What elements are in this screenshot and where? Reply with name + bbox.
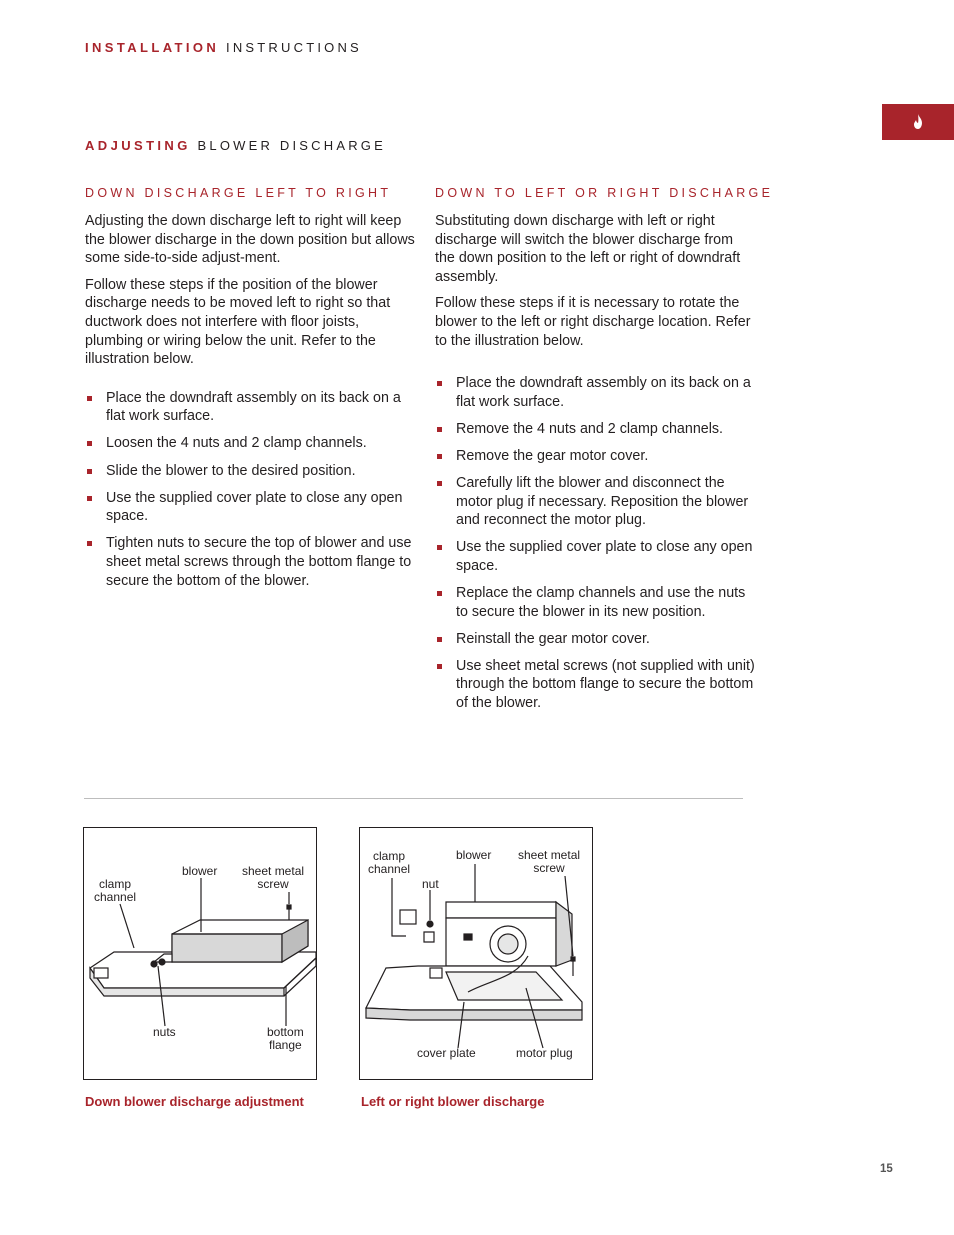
step-text: Use sheet metal screws (not supplied with unit) through the bottom flange to secure the bottom of the blower.: [456, 657, 755, 711]
header-rest: INSTRUCTIONS: [226, 40, 362, 55]
bullet-icon: [437, 637, 442, 642]
paragraph: Adjusting the down discharge left to right will keep the blower discharge in the down position but allows some side-to-side adjust-ment.: [85, 213, 415, 267]
list-item: [435, 584, 755, 621]
step-text: Remove the gear motor cover.: [456, 447, 649, 464]
bullet-icon: [87, 496, 92, 501]
running-header: [85, 40, 362, 55]
step-text: Use the supplied cover plate to close any open space.: [456, 539, 753, 574]
label-nut: nut: [422, 877, 439, 891]
bullet-icon: [437, 664, 442, 669]
list-item: [435, 657, 755, 713]
label-blower: blower: [182, 864, 218, 878]
list-item: [85, 462, 415, 481]
label-nuts: nuts: [153, 1025, 176, 1039]
list-item: [435, 538, 755, 575]
step-text: Tighten nuts to secure the top of blower and use sheet metal screws through the bottom flange to secure the bottom of the blower.: [106, 535, 412, 589]
list-item: [435, 630, 755, 649]
label-motor-plug: motor plug: [516, 1046, 573, 1060]
divider: [84, 798, 743, 799]
bullet-icon: [437, 454, 442, 459]
label-clamp-channel: clamp channel: [368, 849, 411, 876]
left-column: [85, 186, 415, 599]
right-column: [435, 186, 774, 721]
step-text: Place the downdraft assembly on its back on a flat work surface.: [456, 375, 751, 410]
step-text: Remove the 4 nuts and 2 clamp channels.: [456, 420, 724, 437]
list-item: [435, 474, 755, 530]
page-number: 15: [880, 1163, 893, 1175]
bullet-icon: [437, 591, 442, 596]
step-text: Slide the blower to the desired position.: [106, 462, 356, 479]
bullet-icon: [87, 469, 92, 474]
list-item: [85, 389, 415, 426]
list-item: [85, 534, 415, 590]
bullet-icon: [437, 381, 442, 386]
section-title-bold: ADJUSTING: [85, 138, 191, 153]
bullet-icon: [87, 441, 92, 446]
figure-caption: Down blower discharge adjustment: [85, 1094, 304, 1109]
step-text: Use the supplied cover plate to close any open space.: [106, 489, 403, 525]
list-item: [435, 374, 755, 411]
step-list: [85, 389, 415, 590]
label-clamp-channel: clamp channel: [94, 877, 137, 904]
header-bold: INSTALLATION: [85, 40, 220, 55]
section-tab: [882, 104, 954, 140]
list-item: [85, 434, 415, 453]
label-cover-plate: cover plate: [417, 1046, 476, 1060]
step-text: Carefully lift the blower and disconnect the motor plug if necessary. Reposition the blower and reconnect the motor plug.: [456, 475, 749, 529]
bullet-icon: [437, 427, 442, 432]
section-title-rest: BLOWER DISCHARGE: [197, 138, 386, 153]
figure-side-discharge: [359, 827, 593, 1080]
list-item: [435, 447, 755, 466]
bullet-icon: [87, 541, 92, 546]
figure-down-discharge: [83, 827, 317, 1080]
list-item: [435, 420, 755, 439]
left-column-heading: DOWN DISCHARGE LEFT TO RIGHT: [85, 186, 392, 200]
bullet-icon: [437, 545, 442, 550]
bullet-icon: [87, 396, 92, 401]
label-sheet-metal-screw: sheet metal screw: [518, 848, 581, 875]
section-title: [85, 138, 386, 153]
step-list: [435, 374, 755, 712]
bullet-icon: [437, 481, 442, 486]
label-bottom-flange: bottom flange: [267, 1025, 304, 1052]
step-text: Loosen the 4 nuts and 2 clamp channels.: [106, 435, 367, 452]
list-item: [85, 489, 415, 526]
flame-icon: [911, 113, 925, 130]
step-text: Place the downdraft assembly on its back on a flat work surface.: [106, 389, 401, 425]
label-sheet-metal-screw: sheet metal screw: [242, 864, 305, 891]
paragraph: Follow these steps if it is necessary to rotate the blower to the left or right discharge location. Refer to the illustration below.: [435, 295, 751, 349]
paragraph: Follow these steps if the position of the blower discharge needs to be moved left to right so that ductwork does not interfere with floor joists, plumbing or wiring below the unit. Refer to the illustration below.: [85, 276, 391, 368]
label-blower: blower: [456, 848, 492, 862]
step-text: Reinstall the gear motor cover.: [456, 630, 650, 647]
right-column-heading: DOWN TO LEFT OR RIGHT DISCHARGE: [435, 186, 774, 200]
figure-caption: Left or right blower discharge: [361, 1094, 545, 1109]
paragraph: Substituting down discharge with left or right discharge will switch the blower discharge from the down position to the left or right of downdraft assembly.: [435, 213, 741, 285]
step-text: Replace the clamp channels and use the nuts to secure the blower in its new position.: [456, 585, 746, 620]
